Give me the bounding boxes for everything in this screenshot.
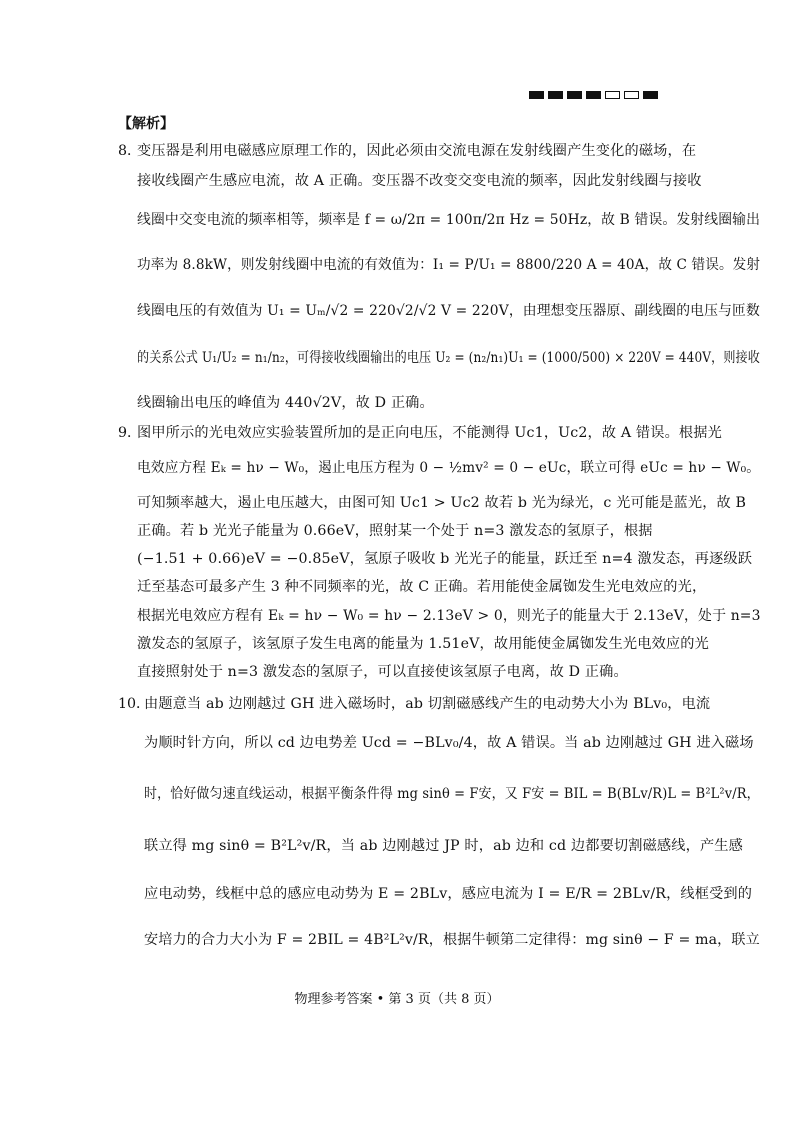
q8-line: 线圈中交变电流的频率相等，频率是 f = ω/2π = 100π/2π Hz = 50Hz，故 B 错误。发射线圈输出 [137,212,761,228]
section-heading: 【解析】 [118,116,174,132]
header-mark [529,91,544,99]
header-mark [624,91,639,99]
q9-line: 激发态的氢原子，该氢原子发生电离的能量为 1.51eV，故用能使金属铷发生光电效应的光 [137,636,709,652]
page-footer: 物理参考答案 • 第 3 页（共 8 页） [294,992,500,1007]
header-mark [567,91,582,99]
q9-line: (−1.51 + 0.66)eV = −0.85eV，氢原子吸收 b 光光子的能量，跃迁至 n=4 激发态，再逐级跃 [137,551,753,567]
q8-line: 线圈电压的有效值为 U₁ = Uₘ/√2 = 220√2/√2 V = 220V，由理想变压器原、副线圈的电压与匝数 [137,303,760,319]
q9-number: 9． [118,425,142,441]
q10-line: 应电动势，线框中总的感应电动势为 E = 2BLv，感应电流为 I = E/R = 2BLv/R，线框受到的 [144,886,753,902]
q10-number: 10． [118,696,151,712]
q10-line: 时，恰好做匀速直线运动，根据平衡条件得 mg sinθ = F安，又 F安 = BIL = B(BLv/R)L = B²L²v/R， [144,786,760,802]
q8-line: 的关系公式 U₁/U₂ = n₁/n₂，可得接收线圈输出的电压 U₂ = (n₂/n₁)U₁ = (1000/500) × 220V = 440V，则接收 [137,350,760,366]
q10-line: 由题意当 ab 边刚越过 GH 进入磁场时，ab 切割磁感线产生的电动势大小为 BLv₀，电流 [144,696,711,712]
q9-line: 正确。若 b 光光子能量为 0.66eV，照射某一个处于 n=3 激发态的氢原子，根据 [137,523,653,539]
q10-line: 联立得 mg sinθ = B²L²v/R，当 ab 边刚越过 JP 时，ab 边和 cd 边都要切割磁感线，产生感 [144,838,743,854]
header-mark [586,91,601,99]
q9-line: 根据光电效应方程有 Eₖ = hν − W₀ = hν − 2.13eV > 0，则光子的能量大于 2.13eV，处于 n=3 [137,608,761,624]
header-mark [605,91,620,99]
q10-line: 为顺时针方向，所以 cd 边电势差 Ucd = −BLv₀/4，故 A 错误。当 ab 边刚越过 GH 进入磁场 [144,735,754,751]
q9-line: 电效应方程 Eₖ = hν − W₀，遏止电压方程为 0 − ½mv² = 0 − eUc，联立可得 eUc = hν − W₀。 [137,460,761,476]
header-mark [643,91,658,99]
header-marks [529,91,658,99]
q8-number: 8． [118,143,142,159]
header-mark [548,91,563,99]
q9-line: 直接照射处于 n=3 激发态的氢原子，可以直接使该氢原子电离，故 D 正确。 [137,664,628,680]
q9-line: 可知频率越大，遏止电压越大，由图可知 Uc1 > Uc2 故若 b 光为绿光，c 光可能是蓝光，故 B [137,495,747,511]
q8-line: 线圈输出电压的峰值为 440√2V，故 D 正确。 [137,395,434,411]
q9-line: 图甲所示的光电效应实验装置所加的是正向电压，不能测得 Uc1，Uc2，故 A 错误。根据光 [137,425,722,441]
q8-line: 接收线圈产生感应电流，故 A 正确。变压器不改变交变电流的频率，因此发射线圈与接收 [137,173,702,189]
q9-line: 迁至基态可最多产生 3 种不同频率的光，故 C 正确。若用能使金属铷发生光电效应的光， [137,579,707,595]
q8-line: 变压器是利用电磁感应原理工作的，因此必须由交流电源在发射线圈产生变化的磁场，在 [137,143,697,159]
q8-line: 功率为 8.8kW，则发射线圈中电流的有效值为：I₁ = P/U₁ = 8800/220 A = 40A，故 C 错误。发射 [137,257,761,273]
q10-line: 安培力的合力大小为 F = 2BIL = 4B²L²v/R，根据牛顿第二定律得：mg sinθ − F = ma，联立 [144,932,760,948]
